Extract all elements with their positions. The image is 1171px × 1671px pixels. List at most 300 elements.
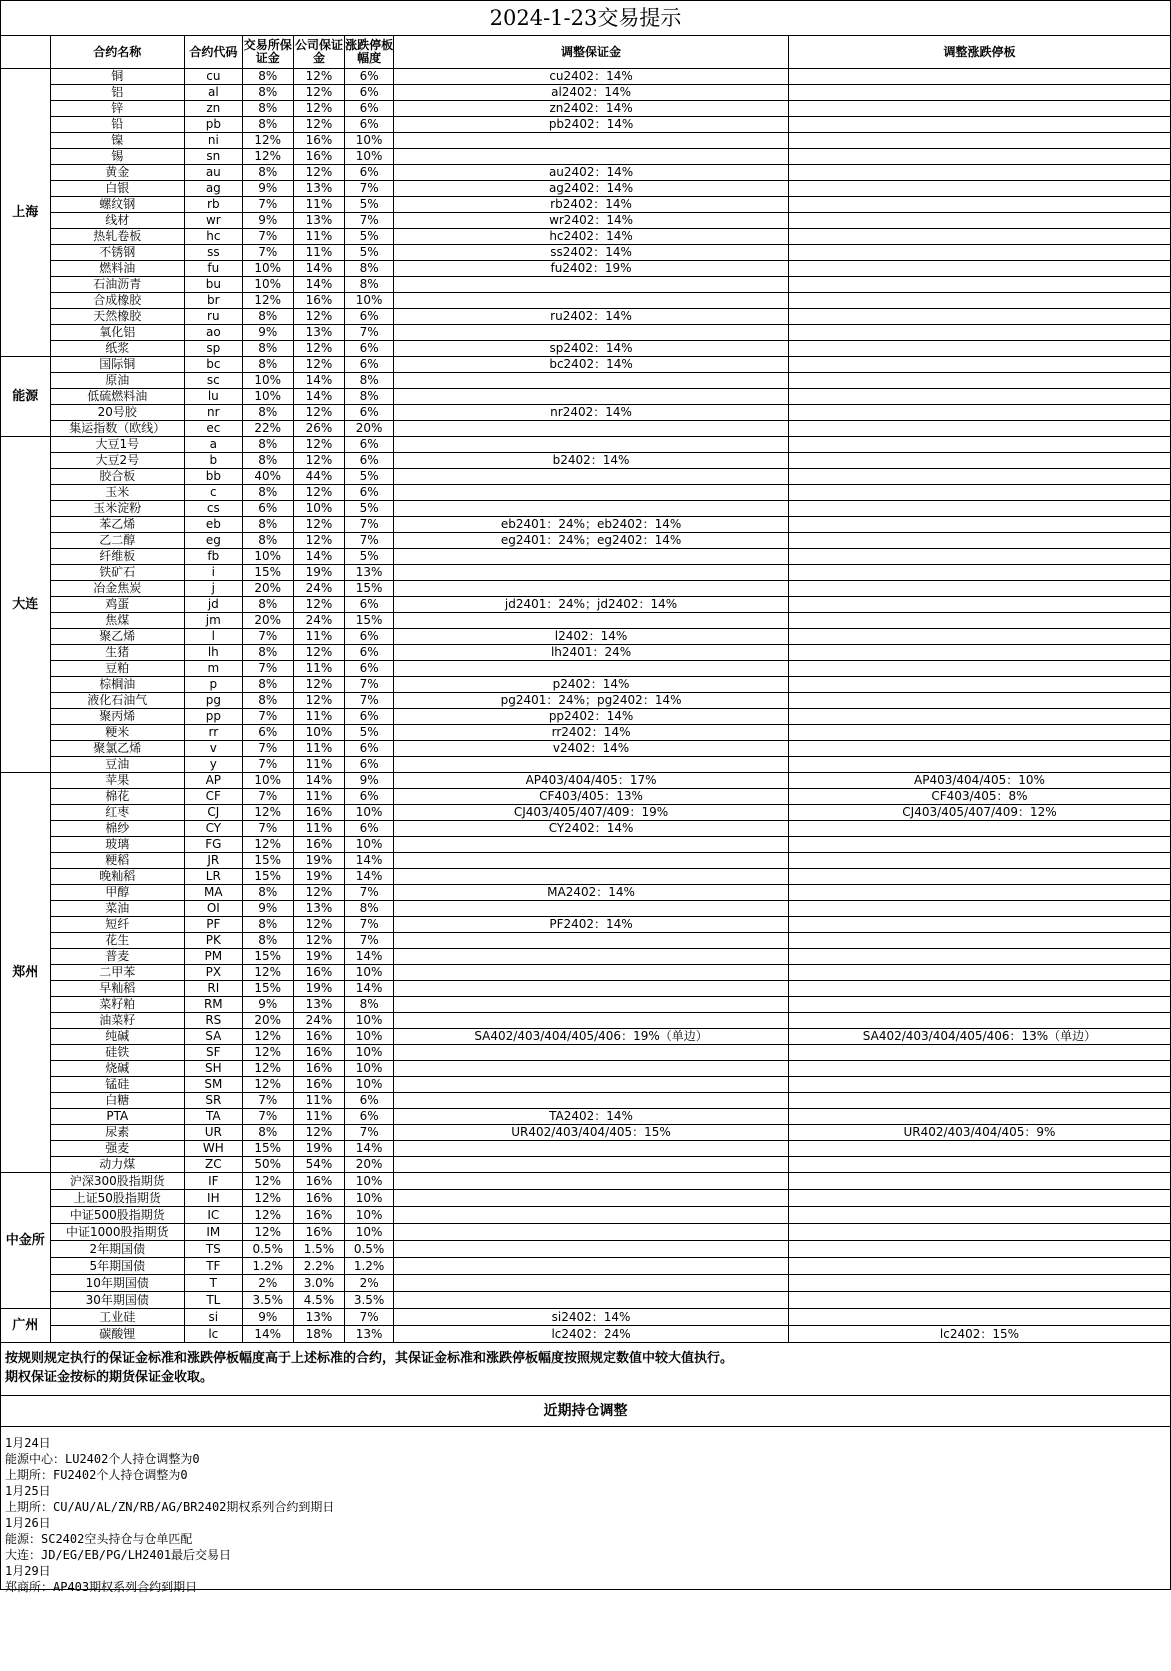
adjust-limit-cell (788, 837, 1170, 853)
contract-code-cell: lu (185, 389, 243, 405)
price-limit-cell: 20% (345, 1157, 394, 1173)
exchange-margin-cell: 9% (242, 1309, 293, 1326)
price-limit-cell: 6% (345, 165, 394, 181)
exchange-margin-cell: 12% (242, 133, 293, 149)
contract-name-cell: PTA (50, 1109, 184, 1125)
contract-code-cell: eb (185, 517, 243, 533)
adjust-limit-cell (788, 421, 1170, 437)
exchange-margin-cell: 9% (242, 213, 293, 229)
adjust-limit-cell (788, 341, 1170, 357)
contract-code-cell: au (185, 165, 243, 181)
adjust-limit-cell (788, 1077, 1170, 1093)
contract-name-cell: 大豆2号 (50, 453, 184, 469)
company-margin-cell: 11% (293, 741, 344, 757)
table-row (1, 405, 1171, 421)
price-limit-cell: 14% (345, 949, 394, 965)
table-row (1, 1093, 1171, 1109)
adjust-limit-cell (788, 1224, 1170, 1241)
adjust-limit-cell (788, 101, 1170, 117)
contract-code-cell: IC (185, 1207, 243, 1224)
contract-name-cell: 纸浆 (50, 341, 184, 357)
contract-code-cell: AP (185, 773, 243, 789)
exchange-margin-cell: 8% (242, 597, 293, 613)
exchange-margin-cell: 15% (242, 853, 293, 869)
contract-code-cell: cs (185, 501, 243, 517)
contract-code-cell: IF (185, 1173, 243, 1190)
exchange-margin-cell: 12% (242, 149, 293, 165)
price-limit-cell: 5% (345, 229, 394, 245)
table-row (1, 293, 1171, 309)
contract-name-cell: 聚丙烯 (50, 709, 184, 725)
contract-name-cell: 线材 (50, 213, 184, 229)
company-margin-cell: 13% (293, 1309, 344, 1326)
table-row (1, 613, 1171, 629)
contract-code-cell: CY (185, 821, 243, 837)
price-limit-cell: 6% (345, 69, 394, 85)
contract-name-cell: 燃料油 (50, 261, 184, 277)
adjust-limit-cell (788, 885, 1170, 901)
price-limit-cell: 10% (345, 1077, 394, 1093)
exchange-margin-cell: 12% (242, 1029, 293, 1045)
contract-name-cell: 鸡蛋 (50, 597, 184, 613)
contract-code-cell: ag (185, 181, 243, 197)
table-row (1, 69, 1171, 85)
company-margin-cell: 11% (293, 229, 344, 245)
company-margin-cell: 44% (293, 469, 344, 485)
contract-code-cell: v (185, 741, 243, 757)
contract-name-cell: 沪深300股指期货 (50, 1173, 184, 1190)
adjust-limit-cell (788, 69, 1170, 85)
table-row (1, 373, 1171, 389)
table-row (1, 165, 1171, 181)
contract-name-cell: 烧碱 (50, 1061, 184, 1077)
contract-name-cell: 白银 (50, 181, 184, 197)
adjust-margin-cell (394, 1173, 789, 1190)
adjust-margin-cell (394, 485, 789, 501)
price-limit-cell: 20% (345, 421, 394, 437)
exchange-margin-cell: 20% (242, 1013, 293, 1029)
adjust-limit-cell (788, 197, 1170, 213)
price-limit-cell: 1.2% (345, 1258, 394, 1275)
contract-name-cell: 棉纱 (50, 821, 184, 837)
price-limit-cell: 14% (345, 1141, 394, 1157)
adjust-limit-cell (788, 757, 1170, 773)
adjust-margin-cell: lh2401：24% (394, 645, 789, 661)
position-adjust-line: 能源中心：LU2402个人持仓调整为0 (5, 1452, 200, 1466)
contract-name-cell: 菜籽粕 (50, 997, 184, 1013)
contract-code-cell: wr (185, 213, 243, 229)
position-adjust-line: 1月25日 (5, 1484, 51, 1498)
contract-name-cell: 锡 (50, 149, 184, 165)
adjust-limit-cell (788, 1157, 1170, 1173)
adjust-margin-cell (394, 549, 789, 565)
table-row (1, 645, 1171, 661)
company-margin-cell: 11% (293, 661, 344, 677)
company-margin-cell: 13% (293, 325, 344, 341)
exchange-margin-cell: 8% (242, 117, 293, 133)
adjust-limit-cell (788, 293, 1170, 309)
contract-code-cell: RM (185, 997, 243, 1013)
adjust-limit-cell (788, 453, 1170, 469)
adjust-limit-cell (788, 1173, 1170, 1190)
adjust-margin-cell: ru2402：14% (394, 309, 789, 325)
contract-name-cell: 油菜籽 (50, 1013, 184, 1029)
adjust-limit-cell: UR402/403/404/405：9% (788, 1125, 1170, 1141)
table-row (1, 341, 1171, 357)
exchange-margin-cell: 9% (242, 181, 293, 197)
table-row (1, 1157, 1171, 1173)
company-margin-cell: 16% (293, 293, 344, 309)
table-row (1, 549, 1171, 565)
contract-code-cell: JR (185, 853, 243, 869)
adjust-limit-cell (788, 965, 1170, 981)
table-row (1, 421, 1171, 437)
contract-name-cell: 铁矿石 (50, 565, 184, 581)
company-margin-cell: 13% (293, 213, 344, 229)
table-row (1, 997, 1171, 1013)
company-margin-cell: 19% (293, 869, 344, 885)
contract-code-cell: l (185, 629, 243, 645)
exchange-margin-cell: 8% (242, 645, 293, 661)
contract-name-cell: 不锈钢 (50, 245, 184, 261)
contract-name-cell: 镍 (50, 133, 184, 149)
price-limit-cell: 14% (345, 853, 394, 869)
company-margin-cell: 12% (293, 69, 344, 85)
company-margin-cell: 14% (293, 389, 344, 405)
company-margin-cell: 3.0% (293, 1275, 344, 1292)
contract-name-cell: 大豆1号 (50, 437, 184, 453)
table-row (1, 101, 1171, 117)
adjust-margin-cell (394, 1093, 789, 1109)
contract-code-cell: TS (185, 1241, 243, 1258)
company-margin-cell: 1.5% (293, 1241, 344, 1258)
contract-code-cell: PX (185, 965, 243, 981)
adjust-margin-cell (394, 1241, 789, 1258)
contract-name-cell: 20号胶 (50, 405, 184, 421)
adjust-margin-cell (394, 965, 789, 981)
contract-name-cell: 纤维板 (50, 549, 184, 565)
price-limit-cell: 6% (345, 661, 394, 677)
contract-name-cell: 纯碱 (50, 1029, 184, 1045)
contract-name-cell: 玻璃 (50, 837, 184, 853)
contract-code-cell: pb (185, 117, 243, 133)
adjust-margin-cell: SA402/403/404/405/406：19%（单边） (394, 1029, 789, 1045)
price-limit-cell: 10% (345, 1190, 394, 1207)
contract-code-cell: zn (185, 101, 243, 117)
header-price-limit: 涨跌停板幅度 (345, 36, 394, 69)
contract-name-cell: 碳酸锂 (50, 1326, 184, 1343)
price-limit-cell: 6% (345, 85, 394, 101)
contract-name-cell: 粳稻 (50, 853, 184, 869)
contract-name-cell: 苹果 (50, 773, 184, 789)
adjust-margin-cell (394, 1077, 789, 1093)
contract-name-cell: 动力煤 (50, 1157, 184, 1173)
price-limit-cell: 5% (345, 245, 394, 261)
price-limit-cell: 7% (345, 181, 394, 197)
exchange-margin-cell: 7% (242, 741, 293, 757)
adjust-limit-cell (788, 1309, 1170, 1326)
contract-name-cell: 菜油 (50, 901, 184, 917)
price-limit-cell: 6% (345, 117, 394, 133)
company-margin-cell: 10% (293, 501, 344, 517)
price-limit-cell: 6% (345, 757, 394, 773)
table-row (1, 485, 1171, 501)
position-adjust-line: 1月24日 (5, 1436, 51, 1450)
price-limit-cell: 10% (345, 133, 394, 149)
position-adjust-line: 大连：JD/EG/EB/PG/LH2401最后交易日 (5, 1548, 232, 1562)
table-row (1, 1141, 1171, 1157)
contract-name-cell: 玉米淀粉 (50, 501, 184, 517)
price-limit-cell: 7% (345, 693, 394, 709)
adjust-margin-cell: PF2402：14% (394, 917, 789, 933)
adjust-limit-cell (788, 277, 1170, 293)
company-margin-cell: 13% (293, 181, 344, 197)
contract-name-cell: 棕榈油 (50, 677, 184, 693)
company-margin-cell: 12% (293, 693, 344, 709)
contract-name-cell: 聚乙烯 (50, 629, 184, 645)
table-row (1, 1045, 1171, 1061)
adjust-limit-cell (788, 181, 1170, 197)
exchange-margin-cell: 10% (242, 549, 293, 565)
exchange-margin-cell: 12% (242, 293, 293, 309)
contract-code-cell: lh (185, 645, 243, 661)
table-row (1, 581, 1171, 597)
adjust-margin-cell (394, 1224, 789, 1241)
adjust-margin-cell: CY2402：14% (394, 821, 789, 837)
contract-code-cell: bb (185, 469, 243, 485)
exchange-label: 大连 (1, 437, 50, 773)
table-row (1, 725, 1171, 741)
price-limit-cell: 10% (345, 837, 394, 853)
exchange-margin-cell: 8% (242, 101, 293, 117)
exchange-margin-cell: 15% (242, 1141, 293, 1157)
price-limit-cell: 6% (345, 309, 394, 325)
adjust-limit-cell (788, 581, 1170, 597)
adjust-margin-cell: AP403/404/405：17% (394, 773, 789, 789)
adjust-limit-cell: CJ403/405/407/409：12% (788, 805, 1170, 821)
contract-code-cell: IM (185, 1224, 243, 1241)
table-row (1, 869, 1171, 885)
table-row (1, 981, 1171, 997)
header-exchange (1, 36, 50, 69)
table-row (1, 933, 1171, 949)
company-margin-cell: 14% (293, 549, 344, 565)
adjust-margin-cell (394, 757, 789, 773)
adjust-margin-cell (394, 421, 789, 437)
adjust-limit-cell (788, 1061, 1170, 1077)
adjust-limit-cell (788, 1258, 1170, 1275)
adjust-margin-cell: bc2402：14% (394, 357, 789, 373)
header-adjust-margin: 调整保证金 (394, 36, 789, 69)
adjust-margin-cell (394, 1013, 789, 1029)
contract-name-cell: 二甲苯 (50, 965, 184, 981)
contract-code-cell: rr (185, 725, 243, 741)
exchange-margin-cell: 10% (242, 373, 293, 389)
table-row (1, 917, 1171, 933)
table-row (1, 629, 1171, 645)
company-margin-cell: 12% (293, 101, 344, 117)
exchange-margin-cell: 10% (242, 389, 293, 405)
price-limit-cell: 6% (345, 789, 394, 805)
adjust-limit-cell (788, 1093, 1170, 1109)
adjust-margin-cell: CF403/405：13% (394, 789, 789, 805)
table-row (1, 597, 1171, 613)
adjust-margin-cell: ss2402：14% (394, 245, 789, 261)
contract-name-cell: 豆油 (50, 757, 184, 773)
adjust-margin-cell (394, 613, 789, 629)
table-row (1, 1109, 1171, 1125)
price-limit-cell: 5% (345, 197, 394, 213)
table-row (1, 949, 1171, 965)
contract-code-cell: IH (185, 1190, 243, 1207)
contract-name-cell: 锌 (50, 101, 184, 117)
adjust-margin-cell (394, 869, 789, 885)
contract-code-cell: OI (185, 901, 243, 917)
company-margin-cell: 11% (293, 757, 344, 773)
contract-name-cell: 花生 (50, 933, 184, 949)
adjust-limit-cell (788, 1190, 1170, 1207)
company-margin-cell: 11% (293, 821, 344, 837)
price-limit-cell: 8% (345, 389, 394, 405)
contract-code-cell: PK (185, 933, 243, 949)
contract-code-cell: sp (185, 341, 243, 357)
contract-code-cell: T (185, 1275, 243, 1292)
contract-code-cell: m (185, 661, 243, 677)
contract-name-cell: 甲醇 (50, 885, 184, 901)
adjust-limit-cell: AP403/404/405：10% (788, 773, 1170, 789)
adjust-margin-cell: sp2402：14% (394, 341, 789, 357)
company-margin-cell: 19% (293, 853, 344, 869)
contract-name-cell: 聚氯乙烯 (50, 741, 184, 757)
company-margin-cell: 12% (293, 165, 344, 181)
adjust-margin-cell (394, 581, 789, 597)
company-margin-cell: 11% (293, 709, 344, 725)
adjust-limit-cell (788, 389, 1170, 405)
adjust-limit-cell (788, 645, 1170, 661)
header-contract-code: 合约代码 (185, 36, 243, 69)
exchange-margin-cell: 8% (242, 341, 293, 357)
adjust-limit-cell (788, 309, 1170, 325)
adjust-margin-cell (394, 1045, 789, 1061)
contract-name-cell: 冶金焦炭 (50, 581, 184, 597)
contract-name-cell: 尿素 (50, 1125, 184, 1141)
adjust-margin-cell (394, 1275, 789, 1292)
adjust-limit-cell (788, 325, 1170, 341)
adjust-margin-cell: p2402：14% (394, 677, 789, 693)
company-margin-cell: 12% (293, 1125, 344, 1141)
company-margin-cell: 12% (293, 677, 344, 693)
price-limit-cell: 2% (345, 1275, 394, 1292)
company-margin-cell: 4.5% (293, 1292, 344, 1309)
contract-code-cell: p (185, 677, 243, 693)
price-limit-cell: 14% (345, 981, 394, 997)
adjust-margin-cell: si2402：14% (394, 1309, 789, 1326)
adjust-limit-cell (788, 261, 1170, 277)
company-margin-cell: 11% (293, 245, 344, 261)
table-row (1, 741, 1171, 757)
price-limit-cell: 8% (345, 901, 394, 917)
exchange-group (1, 1173, 1171, 1309)
adjust-limit-cell (788, 549, 1170, 565)
exchange-margin-cell: 8% (242, 933, 293, 949)
contract-name-cell: 铝 (50, 85, 184, 101)
adjust-margin-cell (394, 1292, 789, 1309)
table-row (1, 693, 1171, 709)
adjust-limit-cell (788, 357, 1170, 373)
exchange-margin-cell: 8% (242, 437, 293, 453)
adjust-margin-cell (394, 981, 789, 997)
price-limit-cell: 13% (345, 565, 394, 581)
price-limit-cell: 6% (345, 357, 394, 373)
contract-code-cell: PM (185, 949, 243, 965)
price-limit-cell: 6% (345, 453, 394, 469)
contract-name-cell: 铅 (50, 117, 184, 133)
adjust-limit-cell (788, 677, 1170, 693)
company-margin-cell: 19% (293, 981, 344, 997)
exchange-margin-cell: 7% (242, 709, 293, 725)
adjust-margin-cell: CJ403/405/407/409：19% (394, 805, 789, 821)
contract-code-cell: ru (185, 309, 243, 325)
exchange-margin-cell: 7% (242, 1093, 293, 1109)
contract-code-cell: TA (185, 1109, 243, 1125)
contract-name-cell: 工业硅 (50, 1309, 184, 1326)
adjust-limit-cell (788, 1109, 1170, 1125)
adjust-margin-cell (394, 901, 789, 917)
contract-name-cell: 乙二醇 (50, 533, 184, 549)
exchange-margin-cell: 8% (242, 517, 293, 533)
exchange-margin-cell: 8% (242, 453, 293, 469)
exchange-margin-cell: 7% (242, 629, 293, 645)
exchange-margin-cell: 50% (242, 1157, 293, 1173)
table-row (1, 229, 1171, 245)
adjust-limit-cell (788, 661, 1170, 677)
contract-code-cell: y (185, 757, 243, 773)
company-margin-cell: 12% (293, 309, 344, 325)
price-limit-cell: 7% (345, 533, 394, 549)
adjust-limit-cell (788, 373, 1170, 389)
position-adjust-list (1, 1427, 1171, 1594)
table-row (1, 1173, 1171, 1190)
exchange-margin-cell: 15% (242, 565, 293, 581)
position-adjust-line: 1月29日 (5, 1564, 51, 1578)
price-limit-cell: 10% (345, 1173, 394, 1190)
adjust-limit-cell (788, 85, 1170, 101)
price-limit-cell: 8% (345, 277, 394, 293)
price-limit-cell: 10% (345, 1061, 394, 1077)
table-row (1, 709, 1171, 725)
company-margin-cell: 16% (293, 1224, 344, 1241)
exchange-margin-cell: 12% (242, 965, 293, 981)
adjust-margin-cell: nr2402：14% (394, 405, 789, 421)
exchange-margin-cell: 8% (242, 309, 293, 325)
table-row (1, 1224, 1171, 1241)
company-margin-cell: 12% (293, 933, 344, 949)
contract-name-cell: 石油沥青 (50, 277, 184, 293)
adjust-margin-cell (394, 997, 789, 1013)
price-limit-cell: 6% (345, 1109, 394, 1125)
adjust-limit-cell: CF403/405：8% (788, 789, 1170, 805)
table-row (1, 1013, 1171, 1029)
adjust-margin-cell: b2402：14% (394, 453, 789, 469)
adjust-limit-cell (788, 629, 1170, 645)
price-limit-cell: 5% (345, 549, 394, 565)
contract-code-cell: ss (185, 245, 243, 261)
table-row (1, 965, 1171, 981)
exchange-margin-cell: 20% (242, 581, 293, 597)
adjust-margin-cell (394, 853, 789, 869)
adjust-margin-cell: pb2402：14% (394, 117, 789, 133)
price-limit-cell: 6% (345, 341, 394, 357)
